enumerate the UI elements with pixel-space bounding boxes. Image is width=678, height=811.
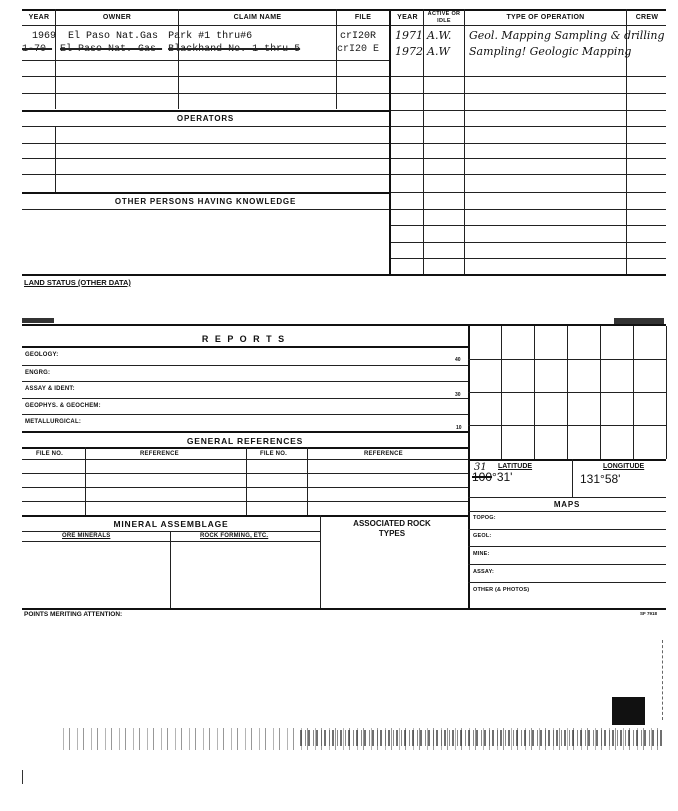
scan-tick: [22, 770, 24, 784]
form-code: SF 7918: [640, 611, 658, 616]
map-mine: MINE:: [473, 551, 490, 557]
report-assay: ASSAY & IDENT:: [25, 386, 75, 392]
ref-col-reference-2: REFERENCE: [364, 451, 403, 457]
table-row: [395, 45, 670, 58]
ref-col-file-no-2: FILE NO.: [260, 451, 287, 457]
col-header-crew: CREW: [635, 14, 659, 21]
mineral-assemblage-heading: MINERAL ASSEMBLAGE: [113, 519, 229, 529]
row-owner: El Paso Nat.Gas: [68, 31, 159, 42]
row-file: crI20 E: [337, 44, 380, 55]
map-other-photos: OTHER (& PHOTOS): [473, 587, 530, 593]
col-header-type-operation: TYPE OF OPERATION: [506, 14, 585, 21]
report-metallurgical-num: 10: [456, 425, 462, 431]
latitude-value: [472, 462, 513, 484]
maps-heading: MAPS: [553, 500, 581, 509]
scan-mark: [612, 697, 645, 725]
ore-minerals-label: ORE MINERALS: [62, 533, 111, 539]
latitude-label: LATITUDE: [498, 463, 533, 470]
row-year: 1-70: [22, 44, 47, 55]
latitude-handwritten: 31: [474, 462, 487, 473]
ref-col-reference: REFERENCE: [140, 451, 179, 457]
report-assay-num: 30: [455, 392, 461, 398]
points-meriting-attention-label: POINTS MERITING ATTENTION:: [24, 611, 123, 618]
row-file: crI20R: [340, 31, 377, 42]
report-geology-num: 40: [455, 357, 461, 363]
longitude-label: LONGITUDE: [603, 463, 645, 470]
col-header-owner: OWNER: [102, 14, 132, 21]
ops-active: A.W: [427, 45, 450, 58]
reports-heading: R E P O R T S: [201, 334, 287, 344]
ops-active: A.W.: [427, 29, 452, 42]
ops-year: 1971: [395, 29, 423, 42]
ops-type: Geol. Mapping Sampling & drilling: [469, 29, 665, 42]
longitude-value: 131°58': [580, 472, 621, 486]
scan-smudge: [22, 318, 54, 323]
latitude-struck: 100: [472, 470, 493, 484]
row-owner: El Paso Nat. Gas: [60, 44, 157, 55]
report-engrg: ENGRG:: [25, 370, 51, 376]
ops-type: Sampling! Geologic Mapping: [469, 45, 632, 58]
general-references-heading: GENERAL REFERENCES: [186, 436, 304, 446]
report-metallurgical: METALLURGICAL:: [25, 419, 82, 425]
col-header-file: FILE: [354, 14, 372, 21]
map-assay: ASSAY:: [473, 569, 495, 575]
scan-noise-band-dark: [300, 730, 662, 746]
latitude-text: °31': [492, 470, 513, 484]
col-header-active-idle: ACTIVE OR IDLE: [427, 11, 461, 24]
report-geology: GEOLOGY:: [25, 352, 59, 358]
table-row: [22, 44, 388, 55]
row-year: 1969: [32, 31, 57, 42]
report-geophys: GEOPHYS. & GEOCHEM:: [25, 403, 101, 409]
col-header-year: YEAR: [28, 14, 50, 21]
ref-col-file-no: FILE NO.: [36, 451, 63, 457]
col-header-claim-name: CLAIM NAME: [233, 14, 282, 21]
table-row: [32, 31, 392, 42]
operators-heading: OPERATORS: [176, 114, 235, 123]
row-claim: Park #1 thru#6: [168, 31, 253, 42]
table-row: [395, 29, 670, 42]
map-geol: GEOL:: [473, 533, 492, 539]
scan-tick: [662, 640, 664, 720]
row-claim: Blackhand No. 1 thru 5: [168, 44, 301, 55]
rock-forming-label: ROCK FORMING, ETC.: [200, 533, 269, 539]
map-topog: TOPOG:: [473, 515, 496, 521]
land-status-label: LAND STATUS (OTHER DATA): [24, 278, 131, 287]
other-persons-heading: OTHER PERSONS HAVING KNOWLEDGE: [114, 197, 297, 206]
ops-year: 1972: [395, 45, 423, 58]
col-header-ops-year: YEAR: [397, 14, 418, 21]
associated-rock-types-label: ASSOCIATED ROCK TYPES: [353, 519, 431, 538]
